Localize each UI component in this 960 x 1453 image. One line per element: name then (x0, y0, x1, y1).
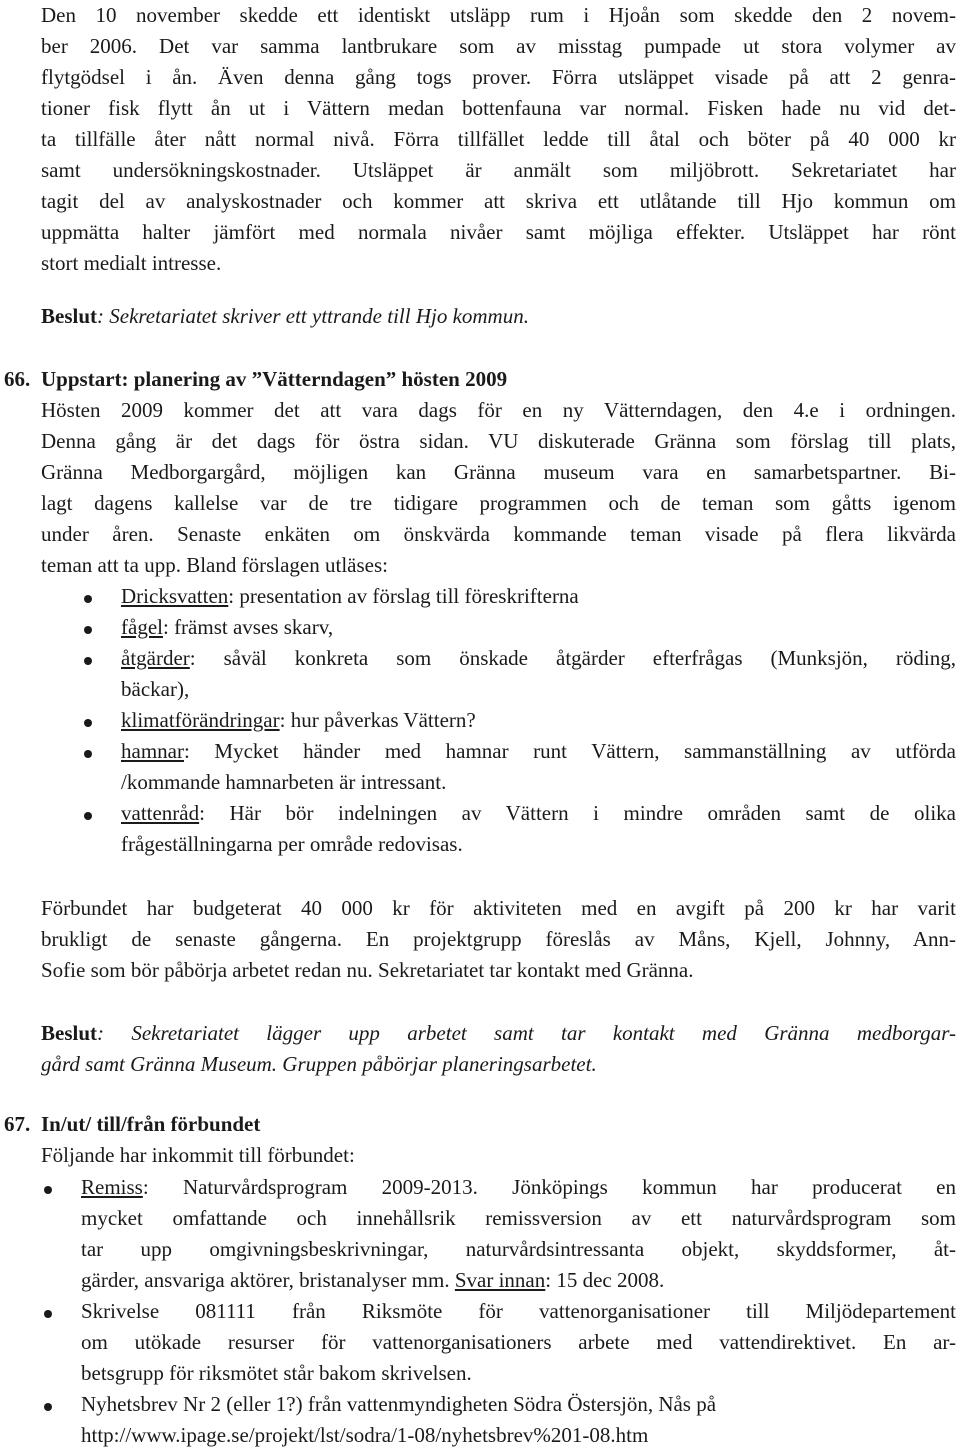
paragraph-line: Gränna Medborgargård, möjligen kan Gränna museum vara en samarbetspartner. Bi- (41, 460, 956, 484)
list-item (121, 586, 579, 607)
list-item (121, 741, 956, 762)
section-title: Uppstart: planering av ”Vätterndagen” hösten 2009 (41, 367, 508, 391)
paragraph-line: under åren. Senaste enkäten om önskvärda kommande teman visade på flera likvärda (41, 522, 956, 546)
list-item-continuation: mycket omfattande och innehållsrik remissversion av ett naturvårdsprogram som (81, 1206, 956, 1230)
list-item (81, 1177, 956, 1198)
decision-label: Beslut (41, 304, 98, 328)
paragraph-line: Följande har inkommit till förbundet: (41, 1143, 355, 1167)
list-term: Remiss (81, 1175, 143, 1199)
list-term: Dricksvatten (121, 584, 229, 608)
list-item-continuation: frågeställningarna per område redovisas. (121, 832, 463, 856)
paragraph-line: brukligt de senaste gångerna. En projektgrupp föreslås av Måns, Kjell, Johnny, Ann- (41, 927, 956, 951)
bullet-dot (84, 812, 92, 820)
decision-text: : Sekretariatet skriver ett yttrande till Hjo kommun. (97, 304, 529, 328)
paragraph-line: ber 2006. Det var samma lantbrukare som av misstag pumpade ut stora volymer av (41, 34, 956, 58)
list-item (121, 648, 956, 669)
bullet-dot (84, 657, 92, 665)
list-text: : såväl konkreta som önskade åtgärder efterfrågas (Munksjön, röding, (189, 646, 956, 670)
url-link[interactable]: http://www.ipage.se/projekt/lst/sodra/1-08/nyhetsbrev%201-08.htm (81, 1423, 649, 1447)
paragraph-line: Sofie som bör påbörja arbetet redan nu. Sekretariatet tar kontakt med Gränna. (41, 958, 694, 982)
list-term: åtgärder (121, 646, 190, 670)
deadline-label: Svar innan (454, 1268, 546, 1292)
paragraph-line: stort medialt intresse. (41, 251, 222, 275)
bullet-dot (84, 750, 92, 758)
paragraph-line: Hösten 2009 kommer det att vara dags för en ny Vätterndagen, den 4.e i ordningen. (41, 398, 956, 422)
bullet-dot (84, 626, 92, 634)
paragraph-line: Förbundet har budgeterat 40 000 kr för aktiviteten med en avgift på 200 kr har varit (41, 896, 956, 920)
list-text: : främst avses skarv, (162, 615, 334, 639)
paragraph-line: samt undersökningskostnader. Utsläppet är anmält som miljöbrott. Sekretariatet har (41, 158, 956, 182)
list-item-continuation (81, 1270, 664, 1291)
list-text: : hur påverkas Vättern? (279, 708, 476, 732)
decision-text: : Sekretariatet lägger upp arbetet samt tar kontakt med Gränna medborgar- (97, 1021, 956, 1045)
list-term: fågel (121, 615, 163, 639)
list-text: gärder, ansvariga aktörer, bristanalyser mm. (81, 1268, 455, 1292)
list-text: : Mycket händer med hamnar runt Vättern, sammanställning av utförda (183, 739, 956, 763)
list-item (121, 803, 956, 824)
bullet-dot (84, 719, 92, 727)
decision-line (41, 1023, 956, 1044)
paragraph-line: Denna gång är det dags för östra sidan. VU diskuterade Gränna som förslag till plats, (41, 429, 956, 453)
list-term: vattenråd (121, 801, 200, 825)
paragraph-line: uppmätta halter jämfört med normala nivåer samt möjliga effekter. Utsläppet har rönt (41, 220, 956, 244)
paragraph-line: tioner fisk flytt ån ut i Vättern medan bottenfauna var normal. Fisken hade nu vid det- (41, 96, 956, 120)
decision-line (41, 306, 956, 327)
section-number: 66. (4, 367, 31, 391)
paragraph-line: Den 10 november skedde ett identiskt utsläpp rum i Hjoån som skedde den 2 novem- (41, 3, 956, 27)
paragraph-line: teman att ta upp. Bland förslagen utläses: (41, 553, 388, 577)
section-number: 67. (4, 1112, 31, 1136)
list-item: Nyhetsbrev Nr 2 (eller 1?) från vattenmyndigheten Södra Östersjön, Nås på (81, 1392, 717, 1416)
list-item (121, 710, 476, 731)
list-item-continuation: bäckar), (121, 677, 190, 701)
list-text: : Naturvårdsprogram 2009-2013. Jönköpings kommun har producerat en (142, 1175, 956, 1199)
list-text: : presentation av förslag till föreskrifterna (228, 584, 579, 608)
section-title: In/ut/ till/från förbundet (41, 1112, 261, 1136)
paragraph-line: lagt dagens kallelse var de tre tidigare programmen och de teman som gåtts igenom (41, 491, 956, 515)
list-text: : Här bör indelningen av Vättern i mindre områden samt de olika (199, 801, 956, 825)
bullet-dot (44, 1310, 52, 1318)
decision-line: gård samt Gränna Museum. Gruppen påbörjar planeringsarbetet. (41, 1052, 597, 1076)
list-item-continuation: tar upp omgivningsbeskrivningar, naturvårdsintressanta objekt, skyddsformer, åt- (81, 1237, 956, 1261)
list-item-continuation: /kommande hamnarbeten är intressant. (121, 770, 447, 794)
paragraph-line: tagit del av analyskostnader och kommer att skriva ett utlåtande till Hjo kommun om (41, 189, 956, 213)
list-item-continuation: om utökade resurser för vattenorganisationers arbete med vattendirektivet. En ar- (81, 1330, 956, 1354)
paragraph-line: flytgödsel i ån. Även denna gång togs prover. Förra utsläppet visade på att 2 genra- (41, 65, 956, 89)
list-item-continuation: betsgrupp för riksmötet står bakom skrivelsen. (81, 1361, 472, 1385)
paragraph-line: ta tillfälle åter nått normal nivå. Förra tillfället ledde till åtal och böter på 40 000 kr (41, 127, 956, 151)
bullet-dot (44, 1403, 52, 1411)
deadline-text: : 15 dec 2008. (545, 1268, 665, 1292)
list-term: klimatförändringar (121, 708, 280, 732)
list-item (121, 617, 333, 638)
bullet-dot (84, 595, 92, 603)
list-item: Skrivelse 081111 från Riksmöte för vattenorganisationer till Miljödepartement (81, 1299, 956, 1323)
decision-label: Beslut (41, 1021, 98, 1045)
bullet-dot (44, 1186, 52, 1194)
list-term: hamnar (121, 739, 184, 763)
